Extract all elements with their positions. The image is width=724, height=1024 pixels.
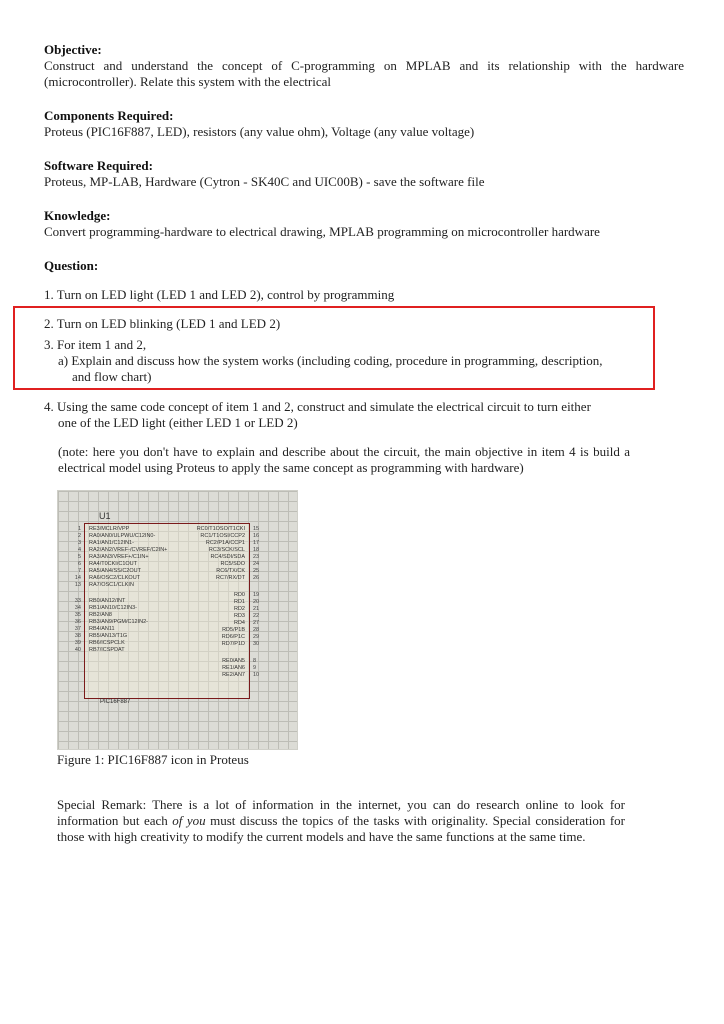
pin-number: 40: [74, 647, 81, 653]
pin-number: 1: [77, 526, 81, 532]
pin-label: RC3/SCK/SCL: [208, 547, 245, 553]
pin-number: 34: [74, 605, 81, 611]
components-section: [44, 108, 684, 140]
pin-number: 24: [253, 561, 260, 567]
question-4-line-1: 4. Using the same code concept of item 1 and 2, construct and simulate the electrical circuit to turn either: [44, 399, 591, 414]
pin-number: 7: [77, 568, 81, 574]
pin-label: RA3/AN3/VREF+/C1IN+: [89, 554, 149, 560]
component-ref: U1: [99, 511, 111, 521]
pin-label: RC7/RX/DT: [215, 575, 245, 581]
question-4-line-2: one of the LED light (either LED 1 or LED 2): [58, 415, 298, 430]
pin-number: 22: [253, 613, 260, 619]
pin-label: RD1: [233, 599, 245, 605]
figure-caption: Figure 1: PIC16F887 icon in Proteus: [57, 752, 249, 767]
software-section: [44, 158, 684, 190]
knowledge-heading: Knowledge:: [44, 208, 111, 223]
pin-number: 16: [253, 533, 260, 539]
pin-label: RA5/AN4/SS/C2OUT: [89, 568, 141, 574]
objective-text: Construct and understand the concept of C-programming on MPLAB and its relationship with the hardware (microcontroller). Relate this system with the electrical: [44, 58, 684, 89]
question-4-note: (note: here you don't have to explain and describe about the circuit, the main objective in item 4 is build a electrical model using Proteus to apply the same concept as programming with hardware): [58, 444, 630, 475]
components-text: Proteus (PIC16F887, LED), resistors (any value ohm), Voltage (any value voltage): [44, 124, 475, 139]
pin-label: RC4/SDI/SDA: [210, 554, 245, 560]
question-3-line-1: 3. For item 1 and 2,: [44, 337, 147, 352]
pin-label: RA1/AN1/C12IN1-: [89, 540, 134, 546]
pin-label: RE2/AN7: [222, 672, 245, 678]
pin-label: RC2/P1A/CCP1: [205, 540, 245, 546]
objective-section: [44, 42, 684, 90]
pin-number: 10: [253, 672, 260, 678]
pin-number: 21: [253, 606, 260, 612]
pin-label: RC0/T1OSO/T1CKI: [196, 526, 245, 532]
question-2: 2. Turn on LED blinking (LED 1 and LED 2): [44, 316, 281, 331]
pin-number: 9: [253, 665, 257, 671]
pin-label: RB4/AN11: [89, 626, 115, 632]
pin-label: RD7/P1D: [221, 641, 245, 647]
question-4: [44, 399, 664, 431]
remark-italic: of you: [172, 813, 206, 828]
pin-label: RB7/ICSPDAT: [89, 647, 125, 653]
pin-number: 20: [253, 599, 260, 605]
pin-number: 8: [253, 658, 257, 664]
pin-number: 5: [77, 554, 81, 560]
pin-label: RA4/T0CKI/C1OUT: [89, 561, 137, 567]
remark-text-1: Special Remark: There is a lot of information in the internet, you can do research online to look for information but each: [57, 797, 625, 828]
pin-number: 14: [74, 575, 81, 581]
pin-number: 29: [253, 634, 260, 640]
pin-number: 4: [77, 547, 81, 553]
pin-label: RA2/AN2/VREF-/CVREF/C2IN+: [89, 547, 168, 553]
pin-label: RB0/AN12/INT: [89, 598, 126, 604]
pin-number: 23: [253, 554, 260, 560]
pin-number: 37: [74, 626, 81, 632]
pin-number: 38: [74, 633, 81, 639]
knowledge-section: [44, 208, 684, 240]
software-text: Proteus, MP-LAB, Hardware (Cytron - SK40C and UIC00B) - save the software file: [44, 174, 485, 189]
pic16f887-figure: [57, 490, 298, 750]
remark-text-2: must discuss the topics of the tasks with originality. Special consideration for those with high creativity to modify the current models and have the same functions at the same time.: [57, 813, 625, 844]
pin-number: 13: [74, 582, 81, 588]
pin-number: 15: [253, 526, 260, 532]
pin-number: 27: [253, 620, 260, 626]
pin-label: RD3: [233, 613, 245, 619]
pin-number: 28: [253, 627, 260, 633]
question-3: [44, 337, 644, 385]
pin-number: 18: [253, 547, 260, 553]
pin-number: 36: [74, 619, 81, 625]
pin-label: RD6/P1C: [221, 634, 245, 640]
objective-heading: Objective:: [44, 42, 102, 57]
pin-label: RE3/MCLR/VPP: [89, 526, 130, 532]
pin-number: 6: [77, 561, 81, 567]
pin-label: RB2/AN8: [89, 612, 112, 618]
pin-label: RB5/AN13/T1G: [89, 633, 128, 639]
document-body: [44, 42, 684, 345]
pin-number: 2: [77, 533, 81, 539]
pin-number: 17: [253, 540, 260, 546]
pin-number: 26: [253, 575, 260, 581]
pin-label: RA6/OSC2/CLKOUT: [89, 575, 141, 581]
pin-number: 3: [77, 540, 81, 546]
pin-label: RB6/ICSPCLK: [89, 640, 125, 646]
pin-label: RA7/OSC1/CLKIN: [89, 582, 134, 588]
question-3-line-3: and flow chart): [72, 369, 152, 384]
pin-number: 39: [74, 640, 81, 646]
pin-label: RD2: [233, 606, 245, 612]
pin-number: 35: [74, 612, 81, 618]
pin-number: 33: [74, 598, 81, 604]
pin-label: RD0: [233, 592, 245, 598]
question-1: 1. Turn on LED light (LED 1 and LED 2), control by programming: [44, 287, 395, 302]
pin-label: RB3/AN9/PGM/C12IN2-: [89, 619, 148, 625]
chip-body: [74, 523, 260, 699]
pin-label: RE0/AN5: [222, 658, 245, 664]
question-heading: Question:: [44, 258, 99, 273]
software-heading: Software Required:: [44, 158, 153, 173]
question-3-line-2: a) Explain and discuss how the system works (including coding, procedure in programming, description,: [58, 353, 603, 368]
components-heading: Components Required:: [44, 108, 174, 123]
pin-label: RC1/T1OSI/CCP2: [200, 533, 245, 539]
pin-label: RC6/TX/CK: [216, 568, 245, 574]
pin-label: RA0/AN0/ULPWU/C12IN0-: [89, 533, 156, 539]
chip-name: PIC16F887: [100, 699, 131, 705]
pin-label: RE1/AN6: [222, 665, 245, 671]
knowledge-text: Convert programming-hardware to electrical drawing, MPLAB programming on microcontroller hardware: [44, 224, 600, 239]
pin-label: RC5/SDO: [220, 561, 245, 567]
pin-label: RD4: [233, 620, 245, 626]
special-remark: [57, 797, 625, 845]
pin-label: RB1/AN10/C12IN3-: [89, 605, 137, 611]
pin-number: 30: [253, 641, 260, 647]
pin-label: RD5/P1B: [222, 627, 245, 633]
pin-number: 25: [253, 568, 260, 574]
pin-number: 19: [253, 592, 260, 598]
